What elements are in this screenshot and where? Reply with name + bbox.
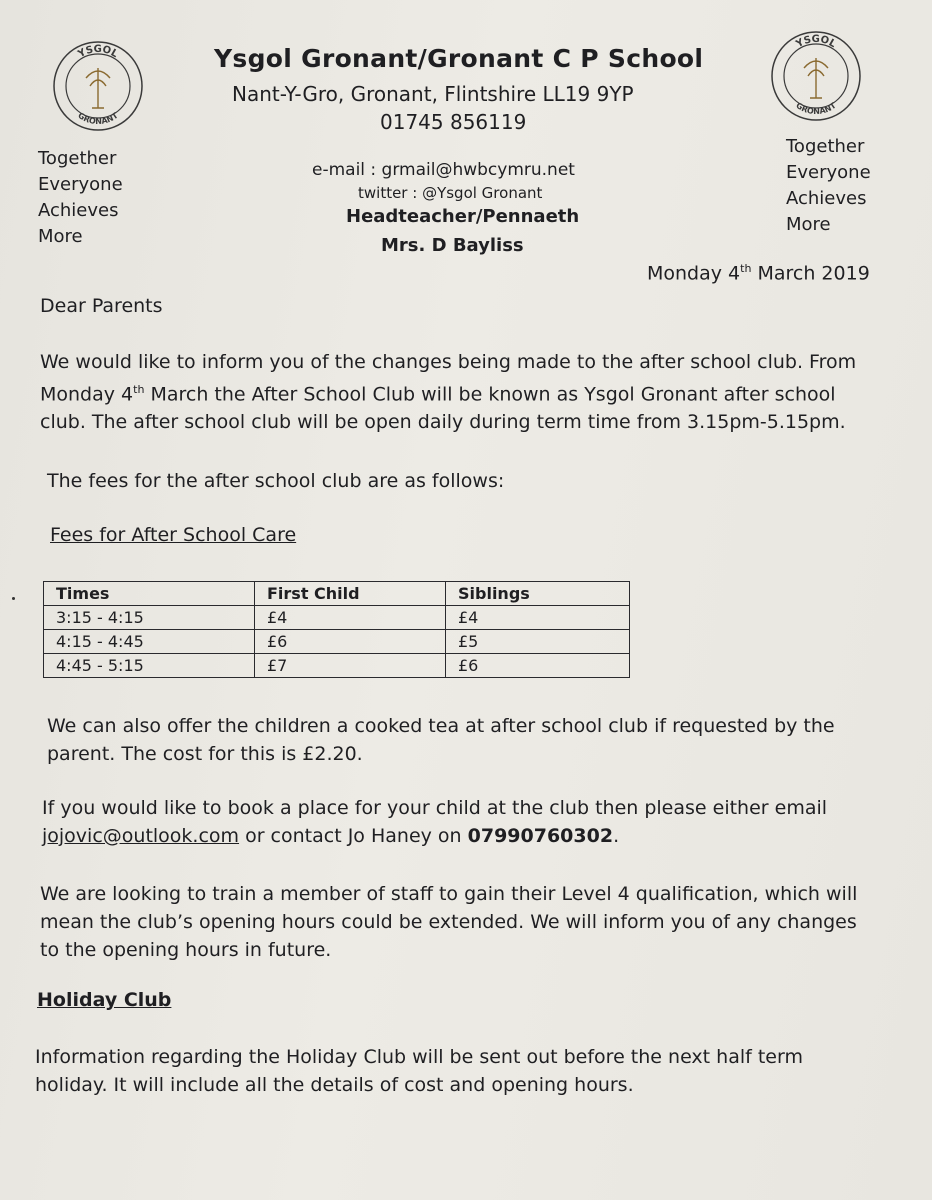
cell-siblings: £5: [446, 630, 630, 654]
motto-line: Together: [38, 148, 117, 169]
paragraph-booking: [42, 794, 827, 850]
svg-text:YSGOL: YSGOL: [76, 43, 120, 61]
table-header-row: [44, 582, 630, 606]
school-phone: 01745 856119: [380, 110, 527, 134]
paragraph-line: [42, 822, 827, 850]
motto-line: More: [38, 226, 83, 247]
paragraph-line: club. The after school club will be open daily during term time from 3.15pm-5.15pm.: [40, 411, 846, 434]
svg-text:YSGOL: YSGOL: [794, 33, 838, 51]
paragraph-line: Information regarding the Holiday Club will be sent out before the next half term: [35, 1046, 803, 1068]
date-suffix-sup: th: [740, 262, 752, 275]
stray-dot: [12, 597, 15, 600]
paragraph-line: parent. The cost for this is £2.20.: [47, 743, 363, 765]
text-span: .: [613, 825, 620, 847]
holiday-club-heading: Holiday Club: [37, 989, 172, 1011]
motto-line: More: [786, 214, 831, 235]
headteacher-name: Mrs. D Bayliss: [381, 235, 524, 256]
paragraph-cooked-tea: [47, 712, 835, 768]
motto-right: [786, 134, 871, 238]
school-name: Ysgol Gronant/Gronant C P School: [214, 44, 704, 73]
paragraph-line: holiday. It will include all the details of cost and opening hours.: [35, 1074, 634, 1096]
cell-time: 4:45 - 5:15: [44, 654, 255, 678]
motto-line: Everyone: [786, 162, 871, 183]
table-row: [44, 654, 630, 678]
svg-text:GRONANT: GRONANT: [794, 100, 838, 117]
fees-intro: The fees for the after school club are as follows:: [47, 470, 505, 492]
booking-email-link[interactable]: jojovic@outlook.com: [42, 825, 240, 847]
paragraph-line: mean the club’s opening hours could be extended. We will inform you of any changes: [40, 911, 857, 933]
table-row: [44, 606, 630, 630]
cell-time: 3:15 - 4:15: [44, 606, 255, 630]
fees-heading: Fees for After School Care: [50, 524, 297, 546]
cell-siblings: £4: [446, 606, 630, 630]
school-email: e-mail : grmail@hwbcymru.net: [312, 160, 575, 180]
paragraph-line: We would like to inform you of the changes being made to the after school club. From: [40, 351, 857, 373]
school-twitter: twitter : @Ysgol Gronant: [358, 184, 543, 202]
letter-date: [647, 262, 870, 284]
motto-line: Achieves: [786, 188, 867, 209]
school-address: Nant-Y-Gro, Gronant, Flintshire LL19 9YP: [232, 82, 634, 106]
cell-first-child: £7: [255, 654, 446, 678]
column-header-times: Times: [44, 582, 255, 606]
superscript: th: [133, 383, 145, 396]
text-span: or contact Jo Haney on: [239, 825, 468, 847]
motto-line: Together: [786, 136, 865, 157]
school-crest-logo-right: [768, 28, 864, 124]
fees-table: [43, 581, 630, 678]
paragraph-line: [40, 376, 856, 408]
motto-line: Everyone: [38, 174, 123, 195]
text-span: Monday 4: [40, 383, 134, 406]
text-span: March the After School Club will be known as Ysgol Gronant after school: [144, 383, 836, 406]
date-prefix: Monday 4: [647, 262, 741, 285]
column-header-siblings: Siblings: [446, 582, 630, 606]
paragraph-staff-training: [40, 880, 857, 964]
svg-text:GRONANT: GRONANT: [76, 110, 120, 127]
cell-time: 4:15 - 4:45: [44, 630, 255, 654]
cell-siblings: £6: [446, 654, 630, 678]
cell-first-child: £6: [255, 630, 446, 654]
date-month-year: March 2019: [751, 262, 870, 285]
headteacher-title: Headteacher/Pennaeth: [346, 206, 580, 227]
paragraph-club-changes: [40, 348, 856, 436]
school-crest-logo-left: [50, 38, 146, 134]
paragraph-line: We can also offer the children a cooked tea at after school club if requested by the: [47, 715, 835, 737]
motto-line: Achieves: [38, 200, 119, 221]
paragraph-line: If you would like to book a place for your child at the club then please either email: [42, 797, 828, 819]
paragraph-line: to the opening hours in future.: [40, 939, 332, 961]
booking-phone: 07990760302: [467, 825, 614, 847]
greeting: Dear Parents: [40, 295, 163, 317]
column-header-first-child: First Child: [255, 582, 446, 606]
table-row: [44, 630, 630, 654]
paragraph-holiday-club: [35, 1043, 803, 1099]
paragraph-line: We are looking to train a member of staff to gain their Level 4 qualification, which will: [40, 883, 858, 905]
cell-first-child: £4: [255, 606, 446, 630]
motto-left: [38, 146, 123, 250]
